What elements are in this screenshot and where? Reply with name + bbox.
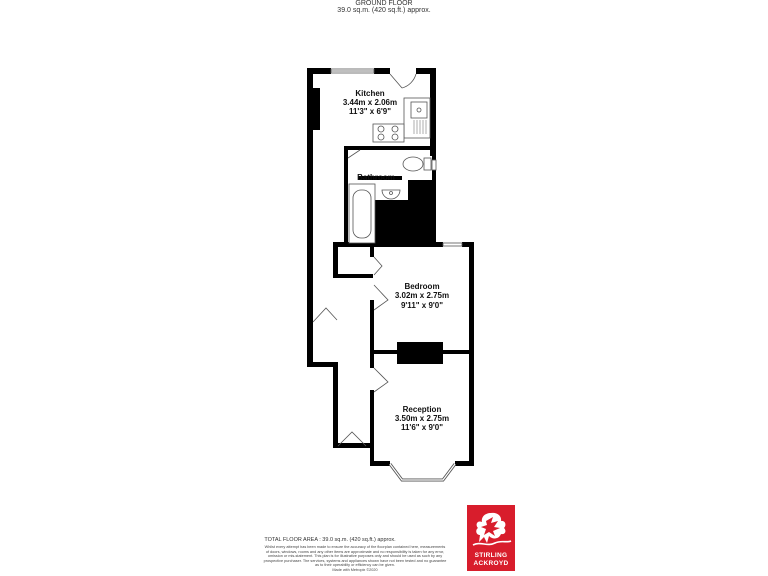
total-floor-area: TOTAL FLOOR AREA : 39.0 sq.m. (420 sq.ft.) approx. bbox=[264, 537, 396, 543]
hob-ring-icon bbox=[392, 126, 398, 132]
hob-ring-icon bbox=[378, 126, 384, 132]
kitchen-metric: 3.44m x 2.06m bbox=[342, 98, 398, 107]
toilet-icon bbox=[403, 157, 423, 171]
bathroom-window bbox=[432, 160, 436, 170]
toilet-cistern bbox=[424, 158, 431, 170]
kitchen-door bbox=[390, 74, 416, 88]
bedroom-window bbox=[443, 243, 462, 246]
wall-closet-bottom bbox=[333, 274, 373, 278]
bedroom-door bbox=[374, 285, 388, 310]
wall-kitchen-top-left bbox=[307, 68, 331, 74]
wall-bath-left bbox=[344, 146, 348, 243]
wall-kitchen-bath bbox=[344, 146, 436, 150]
bathroom-door bbox=[348, 150, 360, 158]
reception-metric: 3.50m x 2.75m bbox=[394, 414, 450, 423]
wall-reception-left bbox=[370, 390, 374, 466]
chimney-breast bbox=[397, 342, 443, 364]
basin-drain-icon bbox=[390, 192, 393, 195]
brand-logo bbox=[467, 505, 515, 571]
wall-bottom-step bbox=[307, 362, 337, 367]
sink-drain-icon bbox=[417, 108, 421, 112]
bathroom-name: Bathroom bbox=[357, 173, 395, 182]
wall-bath-right-lower bbox=[432, 170, 436, 246]
disclaimer-line: Whilst every attempt has been made to ensure the accuracy of the floorplan contained here, measurements bbox=[264, 545, 446, 549]
wall-bedroom-left-top bbox=[370, 247, 374, 257]
wall-recep-bottom-left bbox=[370, 461, 390, 466]
disclaimer bbox=[250, 545, 460, 573]
wall-closet-left bbox=[333, 242, 338, 278]
kitchen-imperial: 11'3" x 6'9" bbox=[348, 107, 392, 116]
brand-line-2: ACKROYD bbox=[473, 560, 509, 567]
wall-left bbox=[307, 68, 313, 366]
wall-right bbox=[469, 242, 474, 466]
disclaimer-line: as to their operability or efficiency can be given. bbox=[315, 563, 395, 568]
hall-door bbox=[313, 308, 337, 322]
wall-bedroom-left-mid bbox=[370, 300, 374, 368]
brand-line-1: STIRLING bbox=[474, 552, 508, 559]
kitchen-name: Kitchen bbox=[355, 89, 385, 98]
wall-bath-right-upper bbox=[432, 150, 436, 160]
disclaimer-line: omission or mis-statement. This plan is for illustrative purposes only and should be used as such by any bbox=[267, 554, 443, 559]
disclaimer-line: of doors, windows, rooms and any other items are approximate and no responsibility is taken for any error, bbox=[265, 549, 445, 554]
hob-ring-icon bbox=[378, 134, 384, 140]
reception-name: Reception bbox=[402, 405, 442, 414]
floor-name: GROUND FLOOR bbox=[355, 0, 413, 7]
reception-door bbox=[374, 368, 388, 392]
griffin-icon bbox=[467, 507, 515, 551]
hob bbox=[373, 124, 404, 142]
bedroom-name: Bedroom bbox=[404, 282, 440, 291]
disclaimer-line: Made with Metropix ©2020 bbox=[332, 567, 378, 572]
reception-imperial: 11'6" x 9'0" bbox=[400, 423, 444, 432]
bathtub-inner bbox=[353, 190, 371, 238]
closet-door bbox=[374, 257, 382, 275]
hob-ring-icon bbox=[392, 134, 398, 140]
kitchen-left-column bbox=[313, 88, 320, 130]
bedroom-metric: 3.02m x 2.75m bbox=[394, 291, 450, 300]
bedroom-imperial: 9'11" x 9'0" bbox=[400, 301, 444, 310]
wall-hall-lower bbox=[333, 362, 338, 448]
floor-area: 39.0 sq.m. (420 sq.ft.) approx. bbox=[337, 7, 431, 14]
wall-kitchen-right bbox=[430, 68, 436, 156]
wall-kitchen-top-mid bbox=[374, 68, 390, 74]
disclaimer-line: prospective purchaser. The services, systems and appliances shown have not been tested and no guarantee bbox=[263, 558, 447, 563]
wall-recep-bottom-right bbox=[455, 461, 474, 466]
